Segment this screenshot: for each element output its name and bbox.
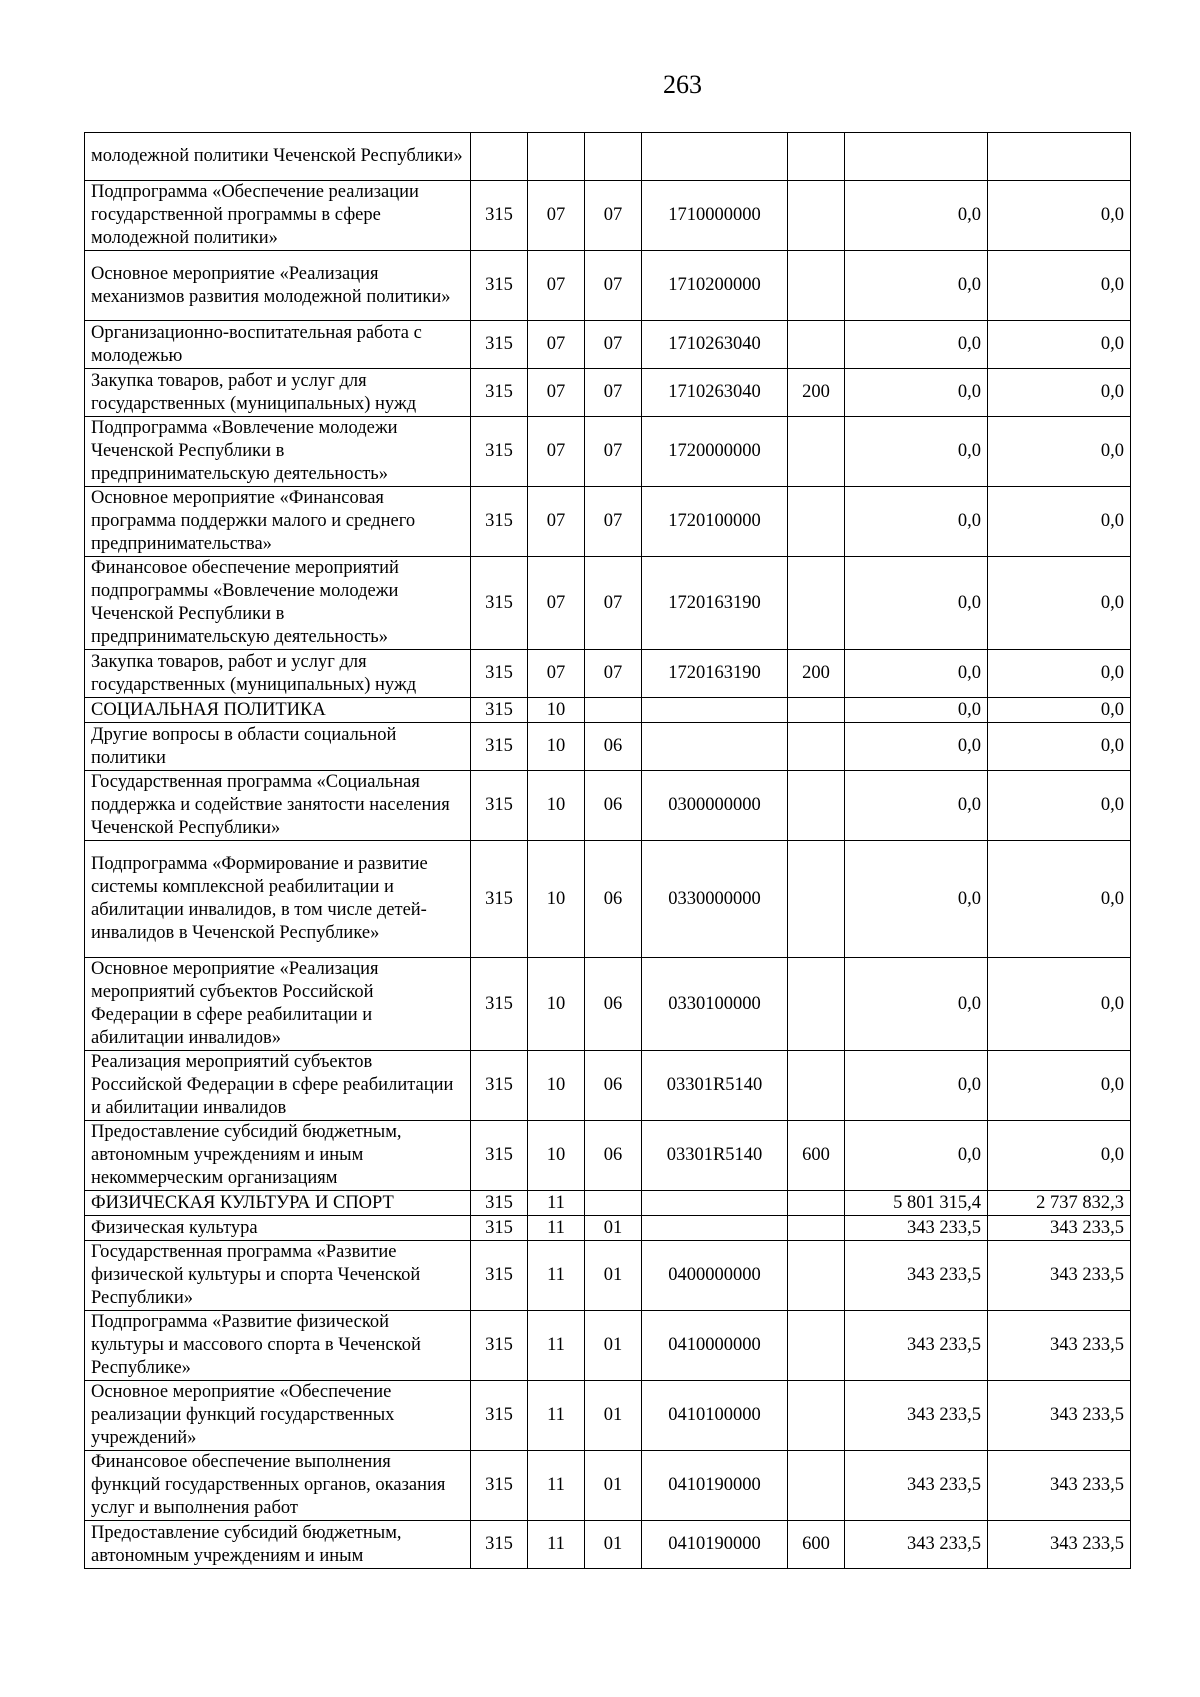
cell-pr: 07 bbox=[585, 417, 642, 487]
cell-vr bbox=[788, 417, 845, 487]
cell-pr: 06 bbox=[585, 1121, 642, 1191]
cell-vr: 600 bbox=[788, 1121, 845, 1191]
cell-ved: 315 bbox=[471, 251, 528, 321]
cell-sum-2: 0,0 bbox=[988, 841, 1131, 958]
cell-sum-2: 0,0 bbox=[988, 771, 1131, 841]
cell-csr: 1720163190 bbox=[642, 557, 788, 650]
cell-csr: 0330000000 bbox=[642, 841, 788, 958]
table-row bbox=[85, 1381, 1131, 1451]
cell-rz bbox=[528, 133, 585, 181]
cell-sum-1: 0,0 bbox=[845, 723, 988, 771]
table-row bbox=[85, 1216, 1131, 1241]
cell-sum-2: 0,0 bbox=[988, 417, 1131, 487]
table-row bbox=[85, 557, 1131, 650]
cell-pr: 01 bbox=[585, 1311, 642, 1381]
cell-pr: 07 bbox=[585, 487, 642, 557]
cell-vr bbox=[788, 1451, 845, 1521]
cell-ved: 315 bbox=[471, 321, 528, 369]
cell-pr: 06 bbox=[585, 723, 642, 771]
cell-ved: 315 bbox=[471, 1451, 528, 1521]
table-row bbox=[85, 1051, 1131, 1121]
table-row bbox=[85, 1451, 1131, 1521]
cell-csr: 0400000000 bbox=[642, 1241, 788, 1311]
cell-sum-1: 0,0 bbox=[845, 417, 988, 487]
cell-rz: 07 bbox=[528, 321, 585, 369]
cell-pr bbox=[585, 1191, 642, 1216]
cell-csr: 1710200000 bbox=[642, 251, 788, 321]
cell-sum-2: 0,0 bbox=[988, 723, 1131, 771]
cell-csr bbox=[642, 723, 788, 771]
cell-vr bbox=[788, 1216, 845, 1241]
cell-rz: 10 bbox=[528, 1051, 585, 1121]
cell-name: Реализация мероприятий субъектов Российской Федерации в сфере реабилитации и абилитации инвалидов bbox=[85, 1051, 471, 1121]
cell-rz: 07 bbox=[528, 557, 585, 650]
cell-pr: 01 bbox=[585, 1451, 642, 1521]
cell-rz: 07 bbox=[528, 650, 585, 698]
cell-rz: 11 bbox=[528, 1241, 585, 1311]
cell-rz: 10 bbox=[528, 1121, 585, 1191]
cell-vr bbox=[788, 841, 845, 958]
cell-csr bbox=[642, 1191, 788, 1216]
cell-sum-1: 0,0 bbox=[845, 369, 988, 417]
cell-rz: 07 bbox=[528, 181, 585, 251]
cell-vr bbox=[788, 1241, 845, 1311]
cell-ved: 315 bbox=[471, 417, 528, 487]
cell-csr: 0300000000 bbox=[642, 771, 788, 841]
cell-name: молодежной политики Чеченской Республики» bbox=[85, 133, 471, 181]
cell-vr bbox=[788, 251, 845, 321]
cell-pr: 01 bbox=[585, 1216, 642, 1241]
cell-name: Подпрограмма «Развитие физической культуры и массового спорта в Чеченской Республике» bbox=[85, 1311, 471, 1381]
cell-ved: 315 bbox=[471, 1311, 528, 1381]
cell-vr bbox=[788, 1051, 845, 1121]
cell-csr bbox=[642, 698, 788, 723]
cell-rz: 10 bbox=[528, 958, 585, 1051]
cell-sum-2: 343 233,5 bbox=[988, 1241, 1131, 1311]
page-number: 263 bbox=[663, 70, 702, 99]
cell-ved: 315 bbox=[471, 557, 528, 650]
cell-name: Государственная программа «Развитие физической культуры и спорта Чеченской Республики» bbox=[85, 1241, 471, 1311]
cell-csr: 1710263040 bbox=[642, 321, 788, 369]
cell-csr: 1710000000 bbox=[642, 181, 788, 251]
cell-name: Основное мероприятие «Обеспечение реализации функций государственных учреждений» bbox=[85, 1381, 471, 1451]
cell-sum-2: 0,0 bbox=[988, 1121, 1131, 1191]
cell-csr bbox=[642, 133, 788, 181]
cell-rz: 11 bbox=[528, 1451, 585, 1521]
cell-name: Основное мероприятие «Реализация мероприятий субъектов Российской Федерации в сфере реабилитации и абилитации инвалидов» bbox=[85, 958, 471, 1051]
cell-name: ФИЗИЧЕСКАЯ КУЛЬТУРА И СПОРТ bbox=[85, 1191, 471, 1216]
table-row bbox=[85, 958, 1131, 1051]
cell-csr: 03301R5140 bbox=[642, 1051, 788, 1121]
cell-sum-1 bbox=[845, 133, 988, 181]
cell-sum-1: 0,0 bbox=[845, 1051, 988, 1121]
cell-sum-1: 0,0 bbox=[845, 698, 988, 723]
table-row bbox=[85, 369, 1131, 417]
table-row bbox=[85, 321, 1131, 369]
cell-ved: 315 bbox=[471, 771, 528, 841]
cell-csr: 1720100000 bbox=[642, 487, 788, 557]
cell-sum-1: 0,0 bbox=[845, 841, 988, 958]
cell-ved: 315 bbox=[471, 723, 528, 771]
cell-vr bbox=[788, 771, 845, 841]
cell-rz: 10 bbox=[528, 698, 585, 723]
cell-csr: 1720000000 bbox=[642, 417, 788, 487]
cell-pr: 07 bbox=[585, 251, 642, 321]
cell-pr: 07 bbox=[585, 181, 642, 251]
cell-ved: 315 bbox=[471, 1191, 528, 1216]
table-row bbox=[85, 1191, 1131, 1216]
cell-ved: 315 bbox=[471, 1121, 528, 1191]
cell-sum-2: 343 233,5 bbox=[988, 1311, 1131, 1381]
table-row bbox=[85, 181, 1131, 251]
cell-csr: 1720163190 bbox=[642, 650, 788, 698]
cell-ved: 315 bbox=[471, 369, 528, 417]
cell-name: Закупка товаров, работ и услуг для государственных (муниципальных) нужд bbox=[85, 650, 471, 698]
cell-name: Основное мероприятие «Финансовая программа поддержки малого и среднего предпринимательства» bbox=[85, 487, 471, 557]
cell-rz: 11 bbox=[528, 1191, 585, 1216]
budget-table bbox=[84, 132, 1131, 1569]
table-row bbox=[85, 723, 1131, 771]
cell-name: Государственная программа «Социальная поддержка и содействие занятости населения Чеченской Республики» bbox=[85, 771, 471, 841]
table-row bbox=[85, 698, 1131, 723]
cell-sum-2: 2 737 832,3 bbox=[988, 1191, 1131, 1216]
cell-ved bbox=[471, 133, 528, 181]
cell-vr bbox=[788, 1191, 845, 1216]
cell-name: Закупка товаров, работ и услуг для государственных (муниципальных) нужд bbox=[85, 369, 471, 417]
cell-sum-1: 0,0 bbox=[845, 771, 988, 841]
cell-rz: 11 bbox=[528, 1311, 585, 1381]
cell-vr bbox=[788, 1311, 845, 1381]
cell-vr bbox=[788, 321, 845, 369]
cell-ved: 315 bbox=[471, 1216, 528, 1241]
cell-sum-2: 0,0 bbox=[988, 698, 1131, 723]
cell-pr bbox=[585, 698, 642, 723]
cell-sum-1: 343 233,5 bbox=[845, 1311, 988, 1381]
cell-ved: 315 bbox=[471, 181, 528, 251]
cell-name: Предоставление субсидий бюджетным, автономным учреждениям и иным bbox=[85, 1521, 471, 1569]
cell-sum-1: 5 801 315,4 bbox=[845, 1191, 988, 1216]
table-row bbox=[85, 1521, 1131, 1569]
cell-sum-2: 0,0 bbox=[988, 181, 1131, 251]
cell-vr bbox=[788, 1381, 845, 1451]
cell-name: СОЦИАЛЬНАЯ ПОЛИТИКА bbox=[85, 698, 471, 723]
cell-ved: 315 bbox=[471, 1521, 528, 1569]
cell-name: Физическая культура bbox=[85, 1216, 471, 1241]
cell-ved: 315 bbox=[471, 958, 528, 1051]
cell-sum-1: 343 233,5 bbox=[845, 1241, 988, 1311]
cell-pr: 07 bbox=[585, 650, 642, 698]
cell-csr: 0410190000 bbox=[642, 1451, 788, 1521]
cell-sum-2: 0,0 bbox=[988, 958, 1131, 1051]
cell-name: Финансовое обеспечение мероприятий подпрограммы «Вовлечение молодежи Чеченской Республики в предпринимательскую деятельность» bbox=[85, 557, 471, 650]
cell-rz: 11 bbox=[528, 1216, 585, 1241]
cell-pr: 01 bbox=[585, 1381, 642, 1451]
table-row bbox=[85, 487, 1131, 557]
cell-rz: 07 bbox=[528, 487, 585, 557]
cell-ved: 315 bbox=[471, 1381, 528, 1451]
cell-ved: 315 bbox=[471, 841, 528, 958]
cell-sum-2: 343 233,5 bbox=[988, 1521, 1131, 1569]
cell-vr: 200 bbox=[788, 369, 845, 417]
cell-rz: 07 bbox=[528, 251, 585, 321]
cell-pr: 06 bbox=[585, 771, 642, 841]
cell-rz: 11 bbox=[528, 1381, 585, 1451]
cell-csr: 0330100000 bbox=[642, 958, 788, 1051]
cell-name: Предоставление субсидий бюджетным, автономным учреждениям и иным некоммерческим организациям bbox=[85, 1121, 471, 1191]
cell-sum-2 bbox=[988, 133, 1131, 181]
cell-rz: 07 bbox=[528, 417, 585, 487]
cell-pr: 07 bbox=[585, 557, 642, 650]
cell-sum-1: 343 233,5 bbox=[845, 1451, 988, 1521]
cell-rz: 11 bbox=[528, 1521, 585, 1569]
cell-sum-2: 0,0 bbox=[988, 251, 1131, 321]
cell-sum-2: 0,0 bbox=[988, 487, 1131, 557]
cell-name: Подпрограмма «Обеспечение реализации государственной программы в сфере молодежной политики» bbox=[85, 181, 471, 251]
cell-pr: 06 bbox=[585, 841, 642, 958]
cell-csr bbox=[642, 1216, 788, 1241]
cell-csr: 03301R5140 bbox=[642, 1121, 788, 1191]
cell-ved: 315 bbox=[471, 650, 528, 698]
cell-sum-1: 0,0 bbox=[845, 487, 988, 557]
table-row bbox=[85, 650, 1131, 698]
cell-sum-1: 343 233,5 bbox=[845, 1521, 988, 1569]
cell-vr bbox=[788, 723, 845, 771]
cell-sum-2: 0,0 bbox=[988, 557, 1131, 650]
cell-rz: 07 bbox=[528, 369, 585, 417]
cell-csr: 0410190000 bbox=[642, 1521, 788, 1569]
cell-sum-1: 343 233,5 bbox=[845, 1381, 988, 1451]
cell-sum-1: 0,0 bbox=[845, 181, 988, 251]
table-row bbox=[85, 841, 1131, 958]
cell-sum-1: 0,0 bbox=[845, 1121, 988, 1191]
cell-ved: 315 bbox=[471, 1241, 528, 1311]
cell-name: Основное мероприятие «Реализация механизмов развития молодежной политики» bbox=[85, 251, 471, 321]
cell-ved: 315 bbox=[471, 698, 528, 723]
table-row bbox=[85, 771, 1131, 841]
cell-sum-2: 343 233,5 bbox=[988, 1381, 1131, 1451]
cell-name: Подпрограмма «Вовлечение молодежи Чеченской Республики в предпринимательскую деятельность» bbox=[85, 417, 471, 487]
cell-name: Подпрограмма «Формирование и развитие системы комплексной реабилитации и абилитации инвалидов, в том числе детей-инвалидов в Чеченской Республике» bbox=[85, 841, 471, 958]
cell-sum-2: 0,0 bbox=[988, 650, 1131, 698]
cell-name: Организационно-воспитательная работа с молодежью bbox=[85, 321, 471, 369]
cell-sum-2: 0,0 bbox=[988, 369, 1131, 417]
table-row bbox=[85, 417, 1131, 487]
cell-sum-1: 0,0 bbox=[845, 557, 988, 650]
cell-vr bbox=[788, 958, 845, 1051]
cell-sum-2: 343 233,5 bbox=[988, 1216, 1131, 1241]
cell-pr: 06 bbox=[585, 1051, 642, 1121]
cell-vr bbox=[788, 181, 845, 251]
cell-sum-1: 0,0 bbox=[845, 251, 988, 321]
table-row bbox=[85, 133, 1131, 181]
cell-name: Другие вопросы в области социальной политики bbox=[85, 723, 471, 771]
cell-csr: 0410000000 bbox=[642, 1311, 788, 1381]
cell-pr bbox=[585, 133, 642, 181]
cell-name: Финансовое обеспечение выполнения функций государственных органов, оказания услуг и выполнения работ bbox=[85, 1451, 471, 1521]
table-row bbox=[85, 1241, 1131, 1311]
cell-vr bbox=[788, 698, 845, 723]
cell-sum-1: 0,0 bbox=[845, 321, 988, 369]
cell-pr: 06 bbox=[585, 958, 642, 1051]
cell-csr: 1710263040 bbox=[642, 369, 788, 417]
cell-sum-2: 0,0 bbox=[988, 1051, 1131, 1121]
cell-sum-2: 0,0 bbox=[988, 321, 1131, 369]
cell-ved: 315 bbox=[471, 487, 528, 557]
cell-pr: 01 bbox=[585, 1521, 642, 1569]
cell-vr: 200 bbox=[788, 650, 845, 698]
cell-pr: 07 bbox=[585, 369, 642, 417]
cell-csr: 0410100000 bbox=[642, 1381, 788, 1451]
cell-vr bbox=[788, 557, 845, 650]
cell-rz: 10 bbox=[528, 723, 585, 771]
cell-vr: 600 bbox=[788, 1521, 845, 1569]
cell-pr: 01 bbox=[585, 1241, 642, 1311]
cell-ved: 315 bbox=[471, 1051, 528, 1121]
cell-sum-2: 343 233,5 bbox=[988, 1451, 1131, 1521]
cell-rz: 10 bbox=[528, 841, 585, 958]
table-row bbox=[85, 1311, 1131, 1381]
table-body bbox=[85, 133, 1131, 1569]
cell-pr: 07 bbox=[585, 321, 642, 369]
cell-vr bbox=[788, 487, 845, 557]
cell-sum-1: 0,0 bbox=[845, 650, 988, 698]
cell-sum-1: 343 233,5 bbox=[845, 1216, 988, 1241]
cell-rz: 10 bbox=[528, 771, 585, 841]
table-row bbox=[85, 251, 1131, 321]
table-row bbox=[85, 1121, 1131, 1191]
cell-sum-1: 0,0 bbox=[845, 958, 988, 1051]
cell-vr bbox=[788, 133, 845, 181]
